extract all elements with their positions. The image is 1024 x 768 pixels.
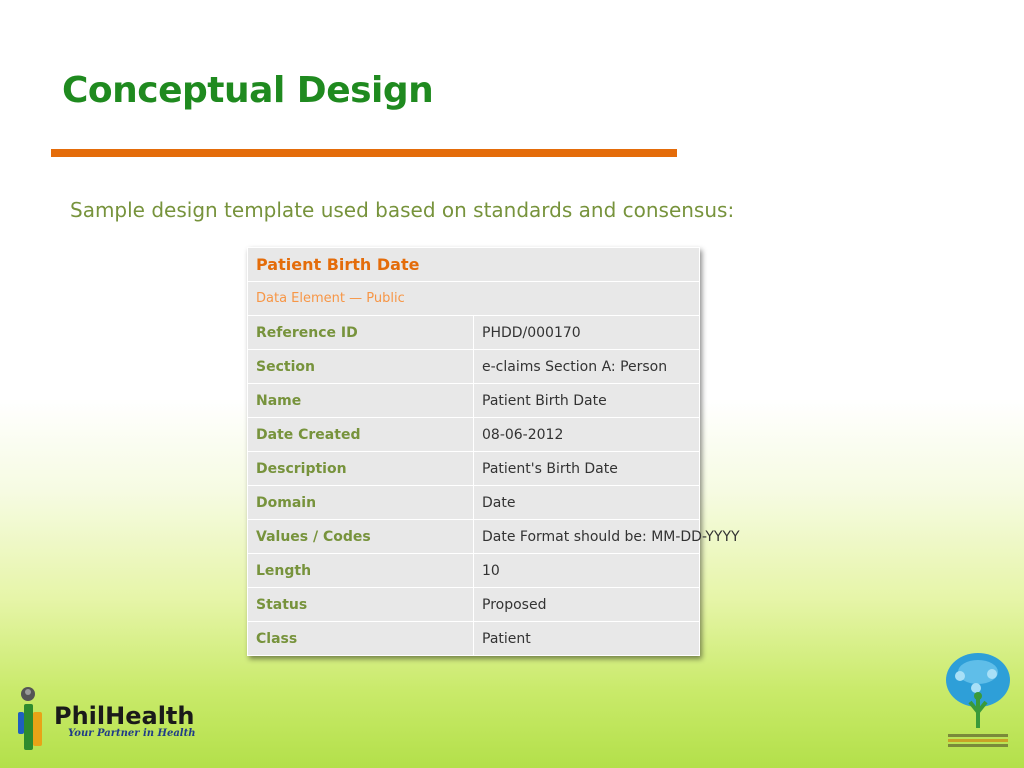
title-divider [51,149,677,157]
table-row [248,384,700,418]
table-row [248,316,700,350]
row-label: Status [248,588,474,622]
slide-subtitle: Sample design template used based on standards and consensus: [70,198,735,222]
logo-wordmark: PhilHealth [54,702,195,730]
table-row [248,452,700,486]
table-row [248,588,700,622]
table-header-row [248,248,700,282]
row-label: Length [248,554,474,588]
row-value: PHDD/000170 [474,316,700,350]
health-tree-emblem-icon [940,650,1016,750]
slide-title: Conceptual Design [62,70,434,111]
row-label: Name [248,384,474,418]
logo-tagline: Your Partner in Health [68,728,196,739]
table-row [248,486,700,520]
data-element-table [247,247,740,656]
row-label: Date Created [248,418,474,452]
row-label: Values / Codes [248,520,474,554]
philhealth-logo [16,686,206,752]
row-label: Reference ID [248,316,474,350]
row-value: e-claims Section A: Person [474,350,700,384]
row-value: Patient [474,622,700,656]
table-row [248,520,700,554]
table-row [248,554,700,588]
row-value: 10 [474,554,700,588]
row-value: Date [474,486,700,520]
row-label: Class [248,622,474,656]
table-row [248,418,700,452]
row-value: Patient Birth Date [474,384,700,418]
row-value: 08-06-2012 [474,418,700,452]
row-label: Section [248,350,474,384]
table-header: Patient Birth Date [248,248,700,282]
row-value: Date Format should be: MM-DD-YYYY [474,520,700,554]
row-value: Patient's Birth Date [474,452,700,486]
table-subheader: Data Element — Public [248,282,700,316]
table-subheader-row [248,282,700,316]
table-row [248,350,700,384]
row-value: Proposed [474,588,700,622]
row-label: Domain [248,486,474,520]
table-row [248,622,700,656]
logo-figure-icon [16,686,56,752]
row-label: Description [248,452,474,486]
